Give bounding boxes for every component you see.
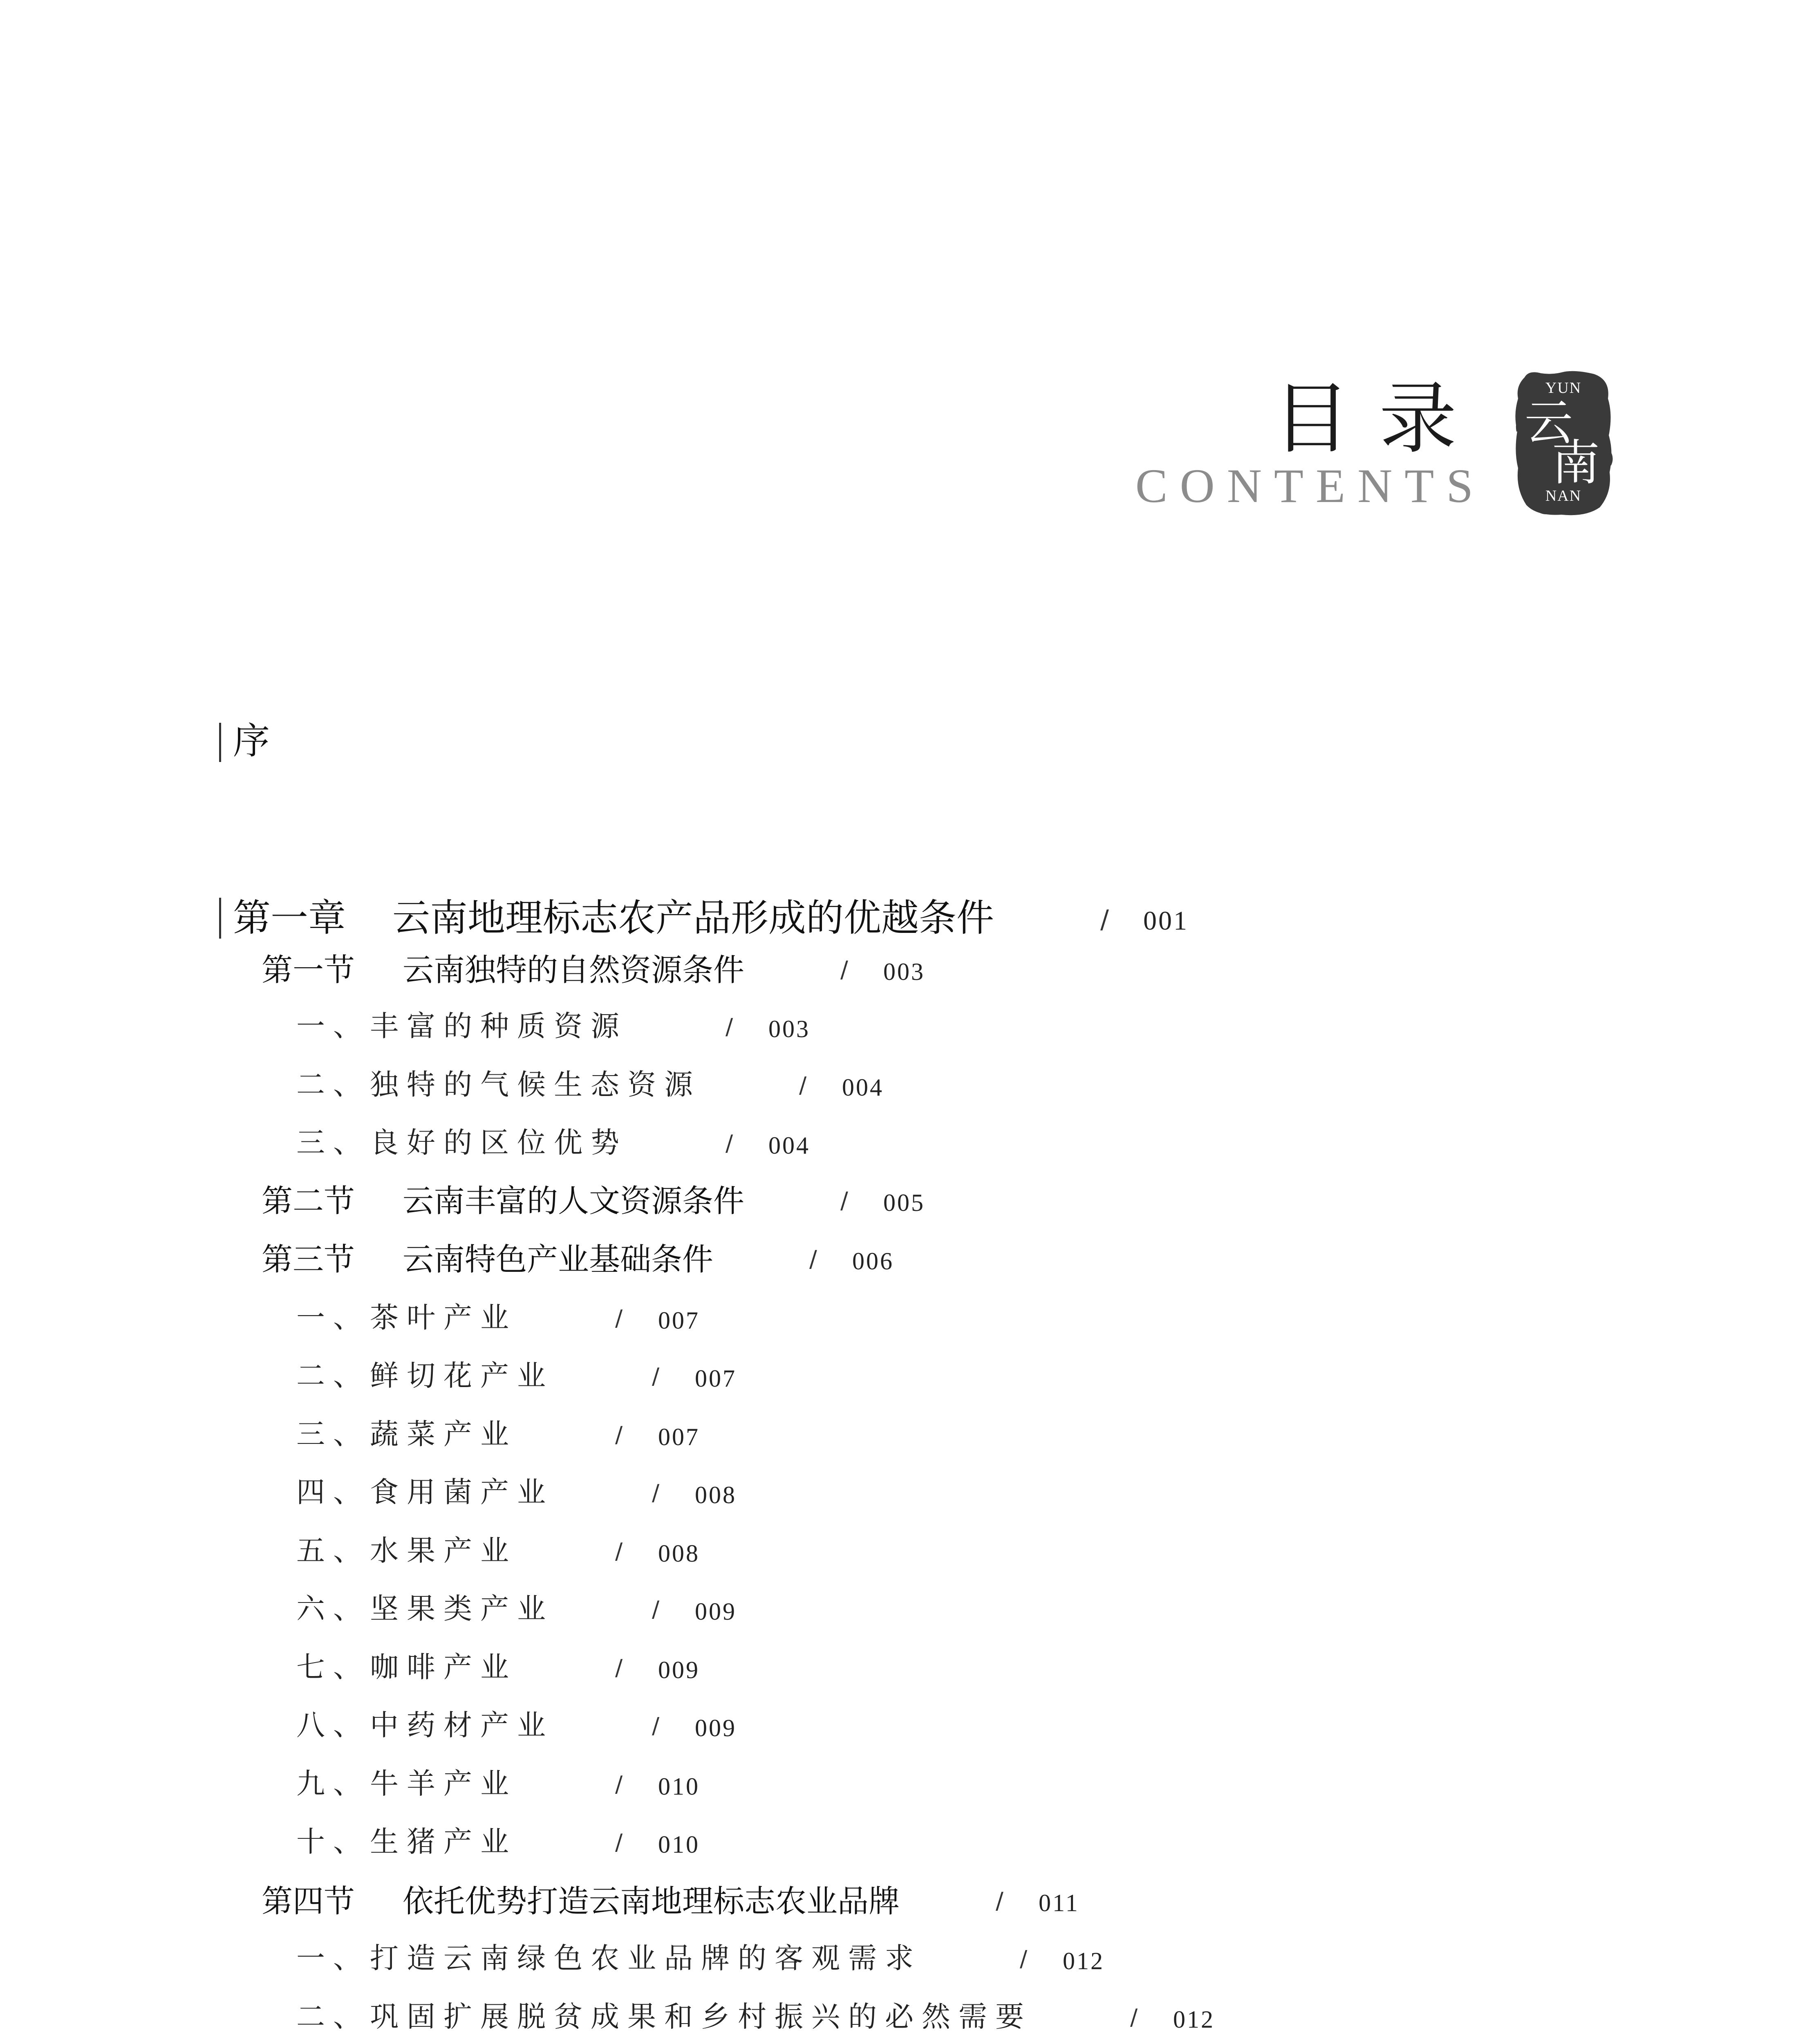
toc-separator-icon: / [996, 1888, 1003, 1914]
toc-label: 二、鲜切花产业 [296, 1359, 554, 1392]
toc-label: 第三节 [262, 1241, 355, 1278]
toc-page-number: 012 [1063, 1948, 1104, 1975]
toc-separator-icon: / [1020, 1946, 1028, 1972]
toc-label: 一、丰富的种质资源 [296, 1009, 627, 1043]
yunnan-seal-logo [1512, 370, 1615, 517]
toc-separator-icon: / [652, 1596, 660, 1622]
toc-page-number: 003 [883, 958, 925, 985]
toc-separator-icon: / [615, 1829, 623, 1855]
toc-title: 云南丰富的人文资源条件 [403, 1183, 744, 1219]
toc-label: 二、独特的气候生态资源 [296, 1068, 701, 1101]
toc-label: 九、牛羊产业 [296, 1767, 517, 1800]
toc-separator-icon: / [1130, 2004, 1138, 2030]
toc-page-number: 009 [658, 1656, 700, 1683]
toc-label: 八、中药材产业 [296, 1708, 554, 1742]
toc-page-number: 004 [842, 1074, 884, 1101]
toc-title: 云南特色产业基础条件 [403, 1241, 713, 1278]
toc-label: 第四节 [262, 1883, 355, 1919]
toc-label: 第一节 [262, 952, 355, 988]
toc-title: 云南独特的自然资源条件 [403, 952, 744, 988]
toc-label: 七、咖啡产业 [296, 1650, 517, 1684]
toc-separator-icon: / [799, 1072, 807, 1098]
toc-page-number: 008 [695, 1481, 737, 1508]
page-title: 目录 [1272, 374, 1485, 464]
toc-separator-icon: / [615, 1422, 623, 1448]
page-subtitle: CONTENTS [1135, 459, 1485, 513]
seal-text-top: YUN [1545, 379, 1582, 397]
toc-separator-icon: / [840, 1188, 848, 1214]
toc-separator-icon: / [726, 1130, 733, 1156]
toc-separator-icon: / [809, 1246, 817, 1273]
toc-separator-icon: / [726, 1014, 733, 1040]
toc-label: 三、良好的区位优势 [296, 1126, 627, 1159]
toc-page-number: 001 [1143, 906, 1189, 936]
toc-label: 五、水果产业 [296, 1534, 517, 1567]
toc-title: 云南地理标志农产品形成的优越条件 [392, 896, 994, 940]
toc-label: 四、食用菌产业 [296, 1475, 554, 1509]
toc-page-number: 010 [658, 1831, 700, 1858]
toc-page-number: 012 [1173, 2006, 1215, 2033]
toc-separator-icon: / [1100, 904, 1109, 934]
toc-separator-icon: / [652, 1713, 660, 1739]
toc-separator-icon: / [840, 957, 848, 983]
toc-separator-icon: / [652, 1363, 660, 1389]
toc-label: 一、茶叶产业 [296, 1301, 517, 1334]
toc-page-number: 007 [695, 1365, 737, 1392]
toc-page-number: 005 [883, 1189, 925, 1216]
seal-text-bottom: NAN [1545, 487, 1582, 504]
toc-label: 二、巩固扩展脱贫成果和乡村振兴的必然需要 [296, 2000, 1032, 2033]
toc-page-number: 006 [852, 1248, 894, 1275]
toc-page-number: 003 [768, 1015, 810, 1042]
toc-label: 第一章 [233, 896, 346, 940]
seal-glyph-nan: 南 [1552, 435, 1600, 491]
toc-label: 第二节 [262, 1183, 355, 1219]
toc-title: 依托优势打造云南地理标志农业品牌 [403, 1883, 900, 1919]
toc-separator-icon: / [615, 1305, 623, 1331]
toc-label: 六、坚果类产业 [296, 1592, 554, 1625]
toc-preface[interactable]: 序 [233, 719, 270, 762]
toc-label: 十、生猪产业 [296, 1825, 517, 1858]
seal-glyph-yun: 云 [1525, 394, 1573, 451]
chapter-bar [219, 898, 221, 939]
toc-page-number: 010 [658, 1773, 700, 1800]
toc-label: 一、打造云南绿色农业品牌的客观需求 [296, 1941, 922, 1975]
toc-page-number: 009 [695, 1598, 737, 1625]
toc-page-number: 004 [768, 1132, 810, 1159]
preface-bar [219, 723, 221, 762]
toc-separator-icon: / [615, 1771, 623, 1797]
toc-page-number: 007 [658, 1423, 700, 1450]
toc-label: 三、蔬菜产业 [296, 1417, 517, 1451]
toc-page-number: 008 [658, 1540, 700, 1567]
toc-page-number: 009 [695, 1715, 737, 1741]
toc-separator-icon: / [652, 1480, 660, 1506]
toc-page-number: 011 [1039, 1889, 1079, 1916]
toc-separator-icon: / [615, 1655, 623, 1681]
toc-page-number: 007 [658, 1307, 700, 1334]
toc-separator-icon: / [615, 1538, 623, 1564]
